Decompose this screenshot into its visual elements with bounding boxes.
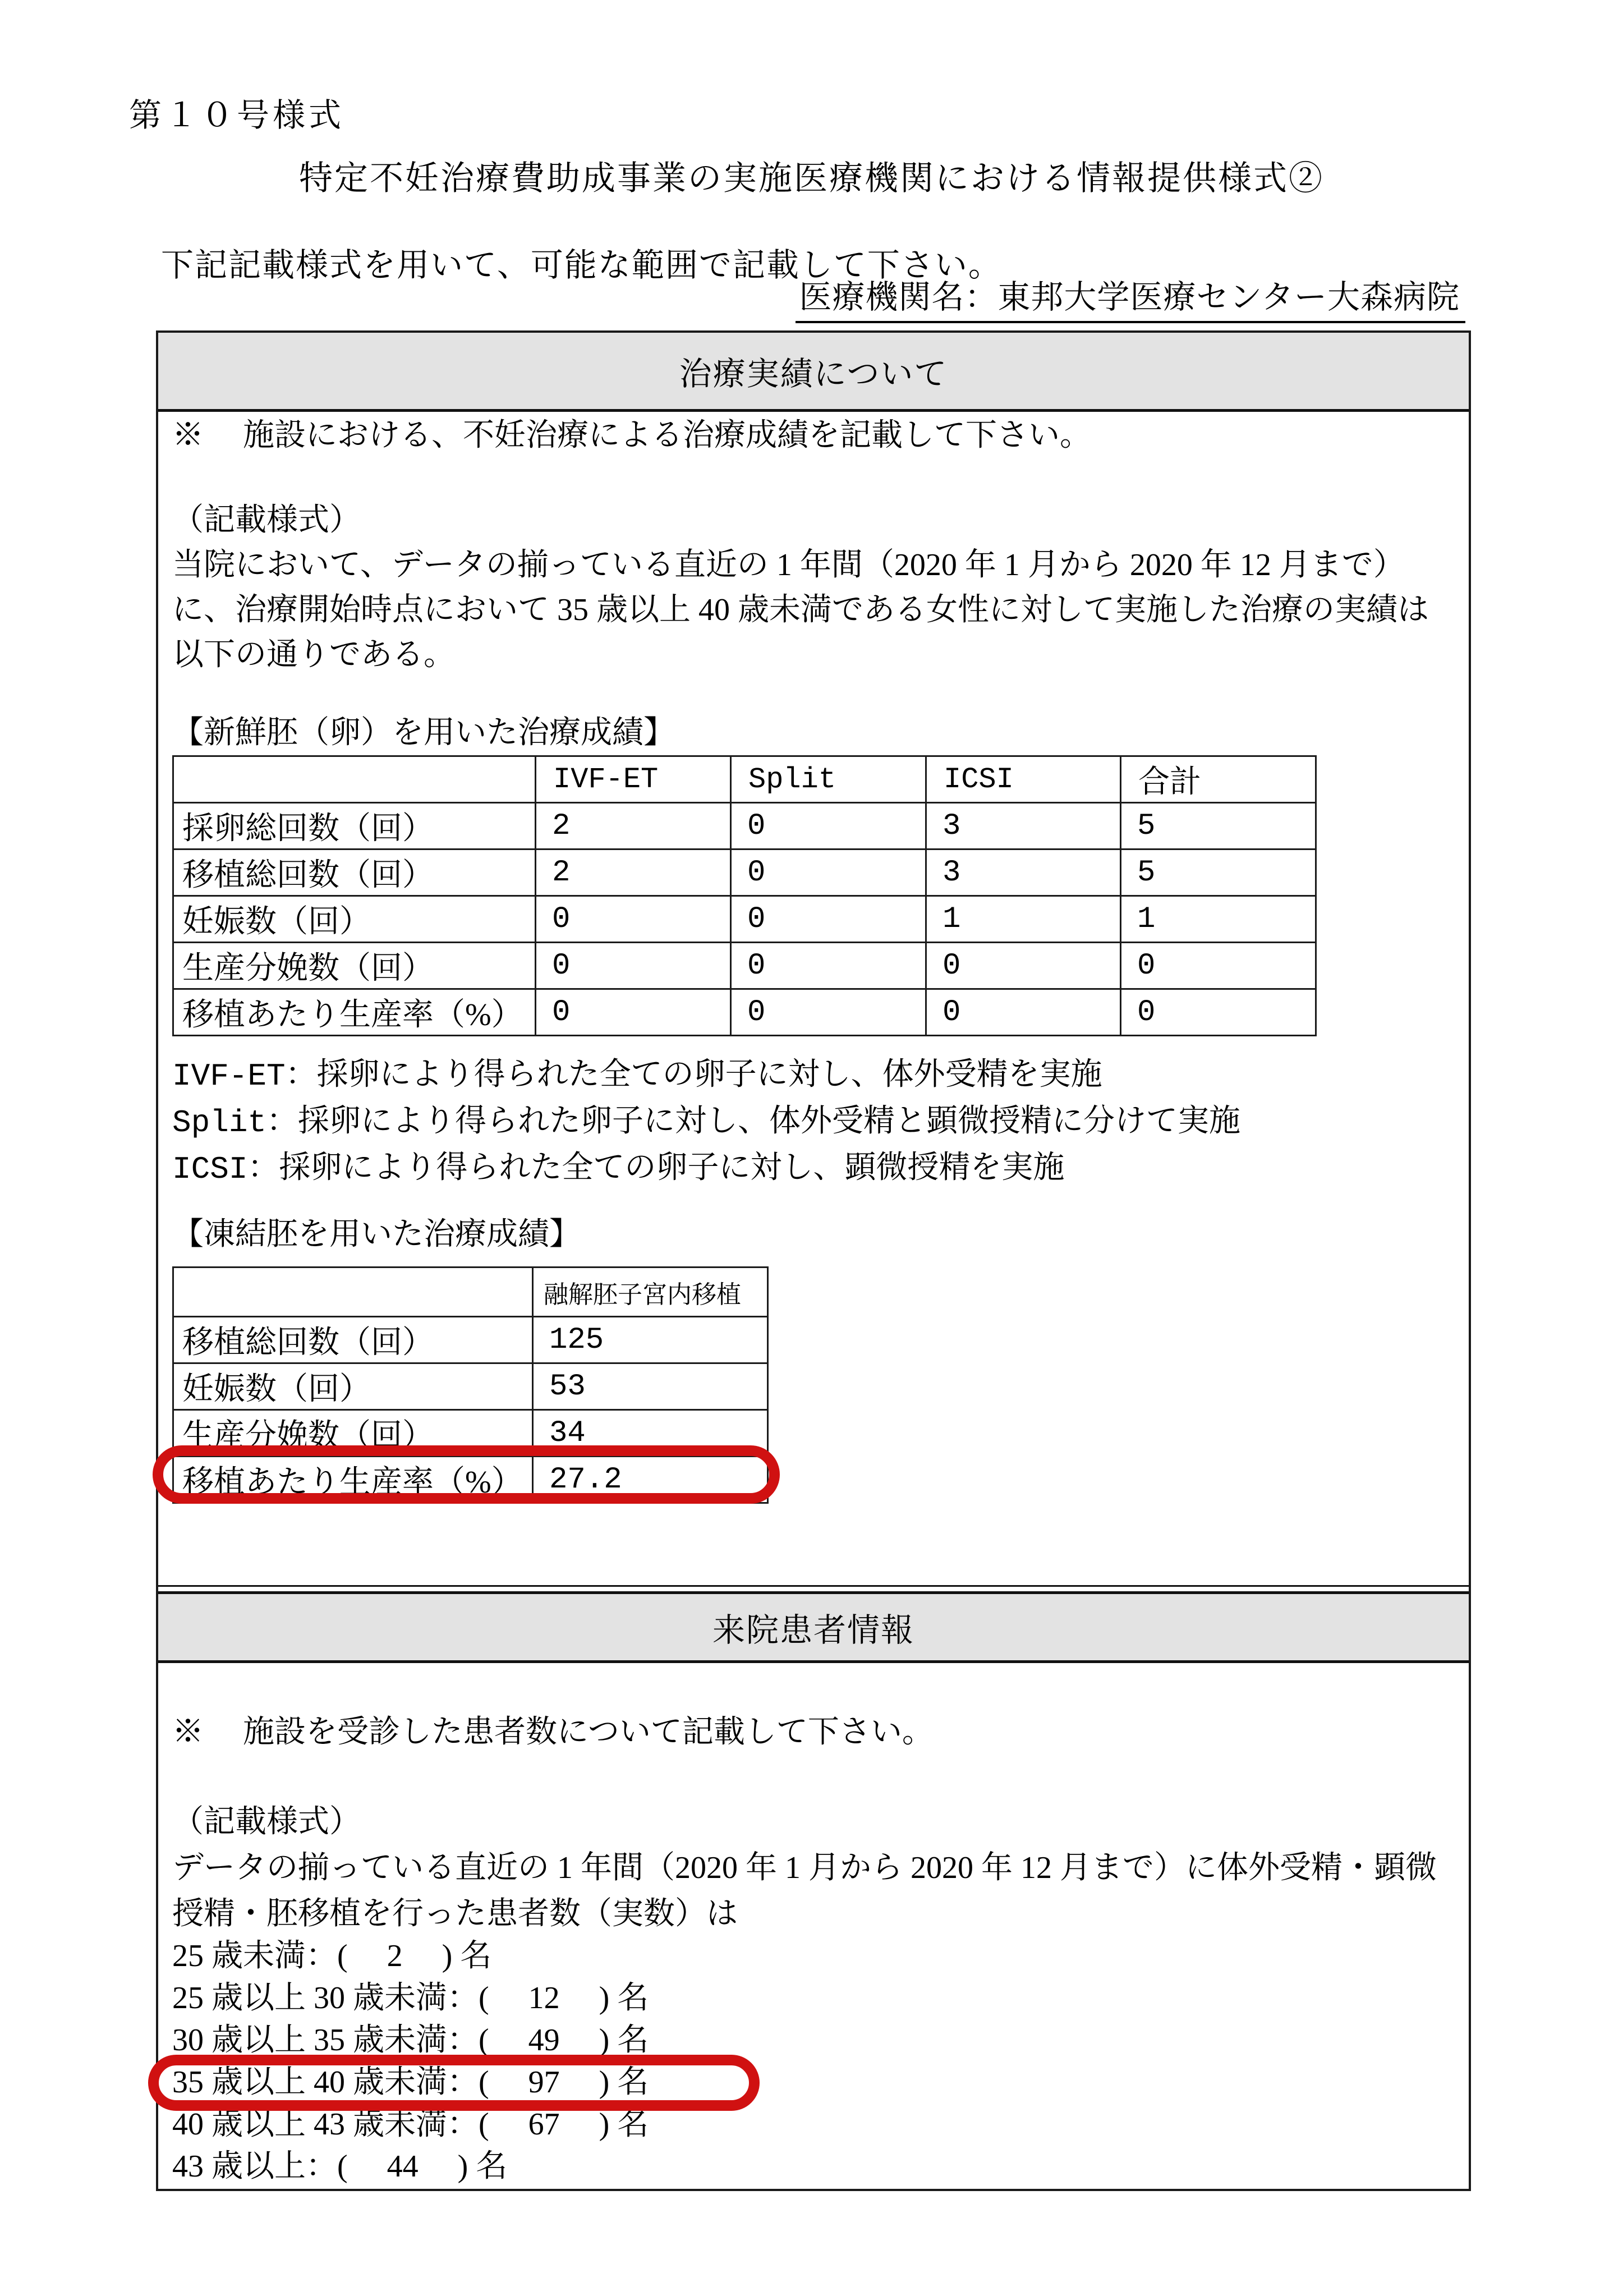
patients-format-block [172, 1799, 1457, 1937]
cell-value: 0 [731, 989, 926, 1036]
cell-value: 0 [1121, 943, 1316, 989]
age-line-35-40: 35 歳以上 40 歳未満：( 97 ) 名 [172, 2065, 649, 2100]
cell-value: 3 [926, 803, 1121, 849]
icsi-text: ：採卵により得られた全ての卵子に対し、顕微授精を実施 [247, 1150, 1065, 1185]
form-number: 第１０号様式 [129, 97, 345, 134]
fresh-table-col-split: Split [731, 756, 926, 803]
frozen-table-title: 【凍結胚を用いた治療成績】 [172, 1217, 581, 1252]
ivf-et-text: ：採卵により得られた全ての卵子に対し、体外受精を実施 [285, 1057, 1102, 1092]
age-distribution-list [172, 1935, 1457, 2188]
fresh-table-col-ivf-et: IVF-ET [536, 756, 731, 803]
document-title: 特定不妊治療費助成事業の実施医療機関における情報提供様式② [299, 160, 1324, 197]
split-text: ：採卵により得られた卵子に対し、体外受精と顕微授精に分けて実施 [266, 1104, 1241, 1138]
method-definitions [172, 1052, 1457, 1192]
format-label-treatment: （記載様式） [172, 503, 361, 538]
table-row-live-births-frozen [173, 1410, 768, 1457]
fresh-embryo-table [172, 755, 1317, 1036]
row-label: 妊娠数（回） [173, 896, 536, 943]
icsi-term: ICSI [172, 1151, 248, 1187]
cell-value: 0 [926, 943, 1121, 989]
row-label: 移植総回数（回） [173, 849, 536, 896]
frozen-table-col-thawed-transfer: 融解胚子宮内移植 [533, 1268, 768, 1317]
cell-value: 0 [926, 989, 1121, 1036]
cell-value: 3 [926, 849, 1121, 896]
treatment-format-block [172, 498, 1457, 677]
table-row-transfers-frozen [173, 1317, 768, 1363]
icsi-definition [172, 1145, 1457, 1192]
row-label: 採卵総回数（回） [173, 803, 536, 849]
row-label: 生産分娩数（回） [173, 943, 536, 989]
cell-value: 0 [731, 803, 926, 849]
main-box [156, 330, 1471, 2191]
hospital-name: 医療機関名：東邦大学医療センター大森病院 [796, 279, 1465, 323]
table-row-live-birth-rate [173, 989, 1316, 1036]
treatment-note: ※ 施設における、不妊治療による治療成績を記載して下さい。 [172, 418, 1091, 453]
ivf-et-definition [172, 1052, 1457, 1099]
cell-value: 0 [731, 849, 926, 896]
format-label-patients: （記載様式） [172, 1804, 361, 1839]
age-line-25-30: 25 歳以上 30 歳未満：( 12 ) 名 [172, 1981, 649, 2015]
cell-value: 0 [731, 943, 926, 989]
split-definition [172, 1099, 1457, 1145]
cell-value: 2 [536, 803, 731, 849]
table-row-transfers [173, 849, 1316, 896]
patients-paragraph: データの揃っている直近の 1 年間（2020 年 1 月から 2020 年 12 月まで）に体外受精・顕微授精・胚移植を行った患者数（実数）は [172, 1850, 1437, 1931]
cell-value: 0 [1121, 989, 1316, 1036]
patients-note: ※ 施設を受診した患者数について記載して下さい。 [172, 1715, 934, 1749]
table-row-live-birth-rate-frozen [173, 1457, 768, 1503]
frozen-table-header-row [173, 1268, 768, 1317]
age-line-40-43: 40 歳以上 43 歳未満：( 67 ) 名 [172, 2107, 649, 2142]
table-row-egg-collections [173, 803, 1316, 849]
section-header-patient-info [158, 1591, 1469, 1663]
row-label: 移植あたり生産率（%） [173, 989, 536, 1036]
cell-value: 2 [536, 849, 731, 896]
table-row-pregnancies [173, 896, 1316, 943]
instruction-text: 下記記載様式を用いて、可能な範囲で記載して下さい。 [161, 247, 1002, 283]
fresh-table-corner-cell [173, 756, 536, 803]
age-line-under-25: 25 歳未満：( 2 ) 名 [172, 1939, 492, 1973]
row-label: 移植総回数（回） [173, 1317, 533, 1363]
cell-value: 34 [533, 1410, 768, 1457]
frozen-embryo-table [172, 1266, 769, 1504]
cell-value: 1 [1121, 896, 1316, 943]
fresh-table-title: 【新鮮胚（卵）を用いた治療成績】 [172, 715, 675, 750]
row-label: 移植あたり生産率（%） [173, 1457, 533, 1503]
cell-value: 0 [536, 896, 731, 943]
cell-value: 125 [533, 1317, 768, 1363]
table-row-live-births [173, 943, 1316, 989]
fresh-table-col-icsi: ICSI [926, 756, 1121, 803]
cell-value: 27.2 [533, 1457, 768, 1503]
cell-value: 0 [731, 896, 926, 943]
cell-value: 53 [533, 1363, 768, 1410]
cell-value: 1 [926, 896, 1121, 943]
age-line-43-plus: 43 歳以上：( 44 ) 名 [172, 2149, 508, 2184]
cell-value: 0 [536, 943, 731, 989]
cell-value: 5 [1121, 803, 1316, 849]
row-label: 生産分娩数（回） [173, 1410, 533, 1457]
row-label: 妊娠数（回） [173, 1363, 533, 1410]
ivf-et-term: IVF-ET [172, 1058, 286, 1094]
section-header-treatment-results-label: 治療実績について [679, 356, 948, 392]
section-header-patient-info-label: 来院患者情報 [712, 1612, 914, 1648]
fresh-table-col-total: 合計 [1121, 756, 1316, 803]
section-header-treatment-results [158, 333, 1469, 412]
frozen-table-corner-cell [173, 1268, 533, 1317]
cell-value: 5 [1121, 849, 1316, 896]
table-row-pregnancies-frozen [173, 1363, 768, 1410]
age-line-30-35: 30 歳以上 35 歳未満：( 49 ) 名 [172, 2023, 649, 2058]
fresh-table-header-row [173, 756, 1316, 803]
treatment-paragraph: 当院において、データの揃っている直近の 1 年間（2020 年 1 月から 2020 年 12 月まで）に、治療開始時点において 35 歳以上 40 歳未満である女性に対して実施した治療の実績は以下の通りである。 [172, 548, 1429, 672]
cell-value: 0 [536, 989, 731, 1036]
split-term: Split [172, 1105, 267, 1141]
